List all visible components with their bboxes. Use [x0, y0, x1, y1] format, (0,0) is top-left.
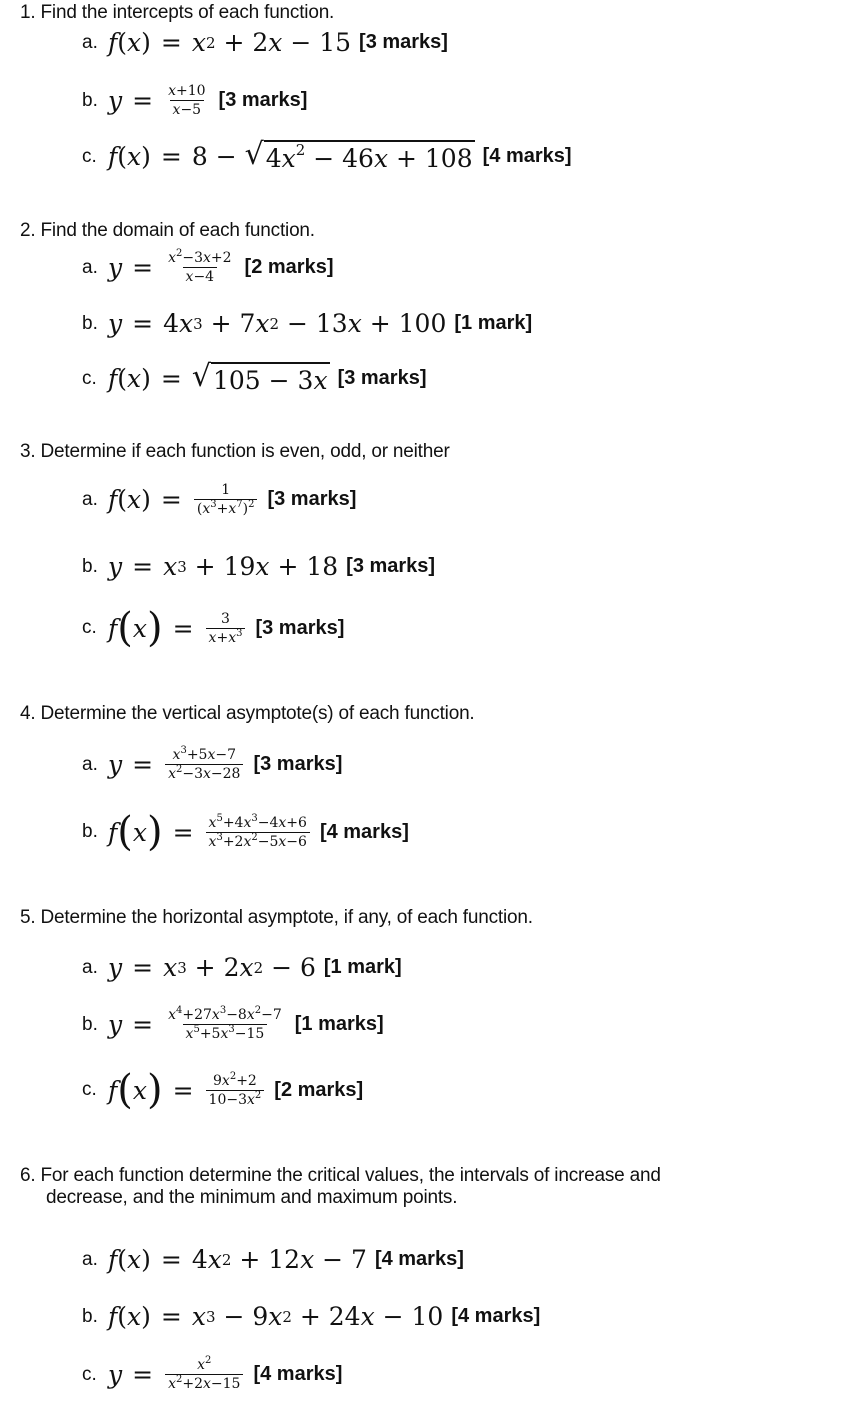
prompt-line-2: decrease, and the minimum and maximum points.: [46, 1187, 458, 1208]
equation: f ( x ) = $\frac{3}{x+x^3}$: [108, 608, 247, 648]
marks: [3 marks]: [359, 31, 448, 53]
question-3a: [82, 482, 356, 517]
item-label: a.: [82, 1248, 98, 1270]
question-2a: [82, 250, 333, 285]
item-label: c.: [82, 1079, 97, 1100]
item-label: c.: [82, 1363, 97, 1385]
equation: f ( x ) = $\frac{9x^2+2}{10-3x^2}$: [108, 1070, 266, 1110]
equation: f ( x ) = $\frac{x^5+4x^3-4x+6}{x^3+2x^2-5x-6}$: [108, 812, 312, 852]
equation: y = $\frac{x^2}{x^2+2x-15}$: [108, 1357, 245, 1392]
question-6a: [82, 1245, 464, 1274]
question-5a: [82, 953, 402, 982]
question-5b: [82, 1007, 384, 1042]
equation: f ( x ) = x 3 − 9 x 2 + 24 x − 10: [108, 1302, 444, 1331]
item-label: a.: [82, 31, 98, 53]
marks: [2 marks]: [244, 256, 334, 278]
item-label: b.: [82, 1305, 98, 1327]
question-3c: [82, 605, 345, 651]
question-3b: [82, 552, 435, 581]
question-5c: [82, 1067, 364, 1113]
marks: [4 marks]: [451, 1305, 541, 1327]
equation: f ( x ) = 8 − √ $4x^2 - 46x + 108$: [108, 137, 473, 173]
item-label: c.: [82, 145, 97, 167]
marks: [3 marks]: [267, 488, 357, 510]
item-label: b.: [82, 821, 98, 842]
equation: y = x 3 + 2 x 2 − 6: [108, 953, 316, 982]
marks: [4 marks]: [482, 145, 572, 167]
marks: [3 marks]: [337, 367, 427, 389]
marks: [4 marks]: [374, 1248, 464, 1270]
equation: y = $\frac{x^2-3x+2}{x-4}$: [108, 248, 232, 285]
marks: [4 marks]: [253, 1363, 343, 1385]
question-4b: [82, 809, 409, 855]
item-label: b.: [82, 312, 98, 334]
item-label: a.: [82, 753, 98, 775]
marks: [3 marks]: [253, 753, 343, 775]
question-3-prompt: 3. Determine if each function is even, odd, or neither: [20, 441, 450, 462]
question-2-prompt: 2. Find the domain of each function.: [20, 220, 315, 241]
item-label: b.: [82, 555, 98, 577]
question-4a: [82, 747, 342, 782]
item-label: c.: [82, 617, 97, 638]
equation: f ( x ) = √ 105 − 3x: [108, 359, 328, 395]
question-1-prompt: 1. Find the intercepts of each function.: [20, 2, 335, 23]
question-1b: [82, 83, 307, 118]
equation: y = x 3 + 19 x + 18: [108, 552, 339, 581]
item-label: a.: [82, 956, 98, 978]
marks: [3 marks]: [218, 89, 308, 111]
item-label: a.: [82, 488, 98, 510]
question-1a: [82, 28, 448, 57]
item-label: b.: [82, 1013, 98, 1035]
marks: [4 marks]: [319, 820, 409, 843]
marks: [1 mark]: [323, 956, 402, 978]
item-label: a.: [82, 256, 98, 278]
equation: f ( x ) = x 2 + 2 x − 15: [108, 28, 352, 57]
question-1c: [82, 137, 572, 173]
marks: [1 mark]: [454, 312, 533, 334]
equation: y = $\frac{x^3+5x-7}{x^2-3x-28}$: [108, 747, 245, 782]
item-label: b.: [82, 89, 98, 111]
equation: f ( x ) = $\frac{1}{(x^3+x^7)^2}$: [108, 482, 259, 517]
question-6c: [82, 1357, 342, 1392]
equation: y = $\frac{x+10}{x-5}$: [108, 83, 206, 118]
marks: [3 marks]: [346, 555, 436, 577]
question-5-prompt: 5. Determine the horizontal asymptote, if any, of each function.: [20, 907, 533, 928]
question-4-prompt: 4. Determine the vertical asymptote(s) of each function.: [20, 703, 475, 724]
question-2b: [82, 309, 532, 338]
prompt-line-1: 6. For each function determine the critical values, the intervals of increase and: [20, 1165, 661, 1186]
question-6b: [82, 1302, 540, 1331]
marks: [2 marks]: [274, 1078, 364, 1101]
item-label: c.: [82, 367, 97, 389]
equation: f ( x ) = 4 x 2 + 12 x − 7: [108, 1245, 367, 1274]
equation: y = 4 x 3 + 7 x 2 − 13 x + 100: [108, 309, 447, 338]
equation: y = $\frac{x^4+27x^3-8x^2-7}{x^5+5x^3-15}$: [108, 1005, 282, 1042]
question-2c: [82, 359, 427, 395]
question-6-prompt: [20, 1165, 661, 1209]
marks: [1 marks]: [294, 1013, 384, 1035]
marks: [3 marks]: [255, 616, 345, 639]
